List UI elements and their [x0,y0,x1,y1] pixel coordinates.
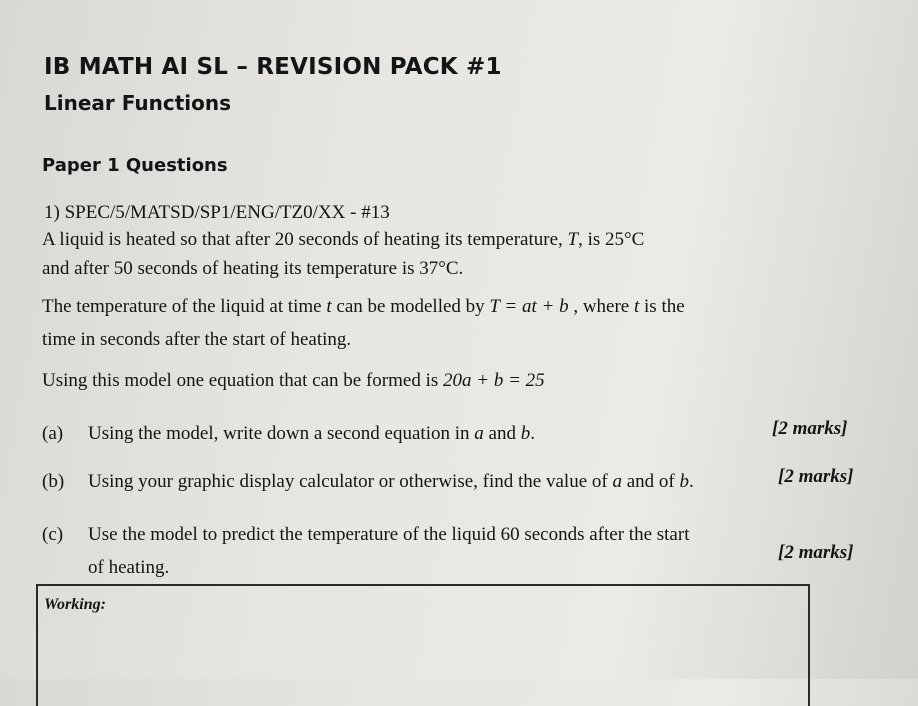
part-b-text: Using your graphic display calculator or otherwise, find the value of [88,471,613,492]
question-text: Using this model one equation that can be formed is [42,370,444,391]
temperature-value: 37°C [419,258,459,279]
part-c-text: Use the model to predict the temperature of the liquid 60 seconds after the start [88,524,690,545]
part-b-text: . [688,471,694,492]
question-text: A liquid is heated so that after 20 seconds of heating its temperature, [42,229,568,250]
question-text: is the [639,296,685,317]
variable-a: a [612,471,622,492]
model-equation: T = at + b [489,296,569,317]
part-a-text: and [483,423,521,444]
part-a-text: Using the model, write down a second equation in [88,423,475,444]
question-line-4: time in seconds after the start of heating. [42,329,352,350]
page-title: IB MATH AI SL – REVISION PACK #1 [44,54,502,80]
part-a-marks: [2 marks] [772,418,848,439]
question-text: , is [578,229,606,250]
question-line-2 [42,258,463,280]
part-b-label: (b) [42,471,65,492]
question-line-5 [42,370,545,392]
question-line-1 [42,229,644,251]
question-text: can be modelled by [331,296,490,317]
topic-subtitle: Linear Functions [44,91,232,115]
variable-b: b [520,423,531,444]
working-label: Working: [44,596,106,613]
variable-t: t [634,296,640,317]
part-c [42,524,689,546]
variable-b: b [679,471,689,492]
part-b-text: and of [621,471,680,492]
part-a [42,423,535,445]
variable-t: t [326,296,332,317]
question-text: . [458,258,464,279]
temperature-value: 25°C [605,229,645,250]
part-a-label: (a) [42,423,64,444]
given-equation: 20a + b = 25 [443,370,545,391]
section-heading: Paper 1 Questions [42,155,228,176]
part-b [42,471,694,493]
variable-T: T [567,229,579,250]
part-c-label: (c) [42,524,64,545]
part-c-text-continued: of heating. [88,557,170,578]
question-text: , where [568,296,634,317]
part-a-text: . [530,423,535,444]
part-c-marks: [2 marks] [778,542,854,563]
working-area[interactable] [36,584,810,706]
question-text: and after 50 seconds of heating its temperature is [42,258,420,279]
part-b-marks: [2 marks] [778,466,854,487]
question-reference: 1) SPEC/5/MATSD/SP1/ENG/TZ0/XX - #13 [44,202,390,223]
question-line-3 [42,296,685,318]
variable-a: a [474,423,484,444]
question-text: The temperature of the liquid at time [42,296,327,317]
